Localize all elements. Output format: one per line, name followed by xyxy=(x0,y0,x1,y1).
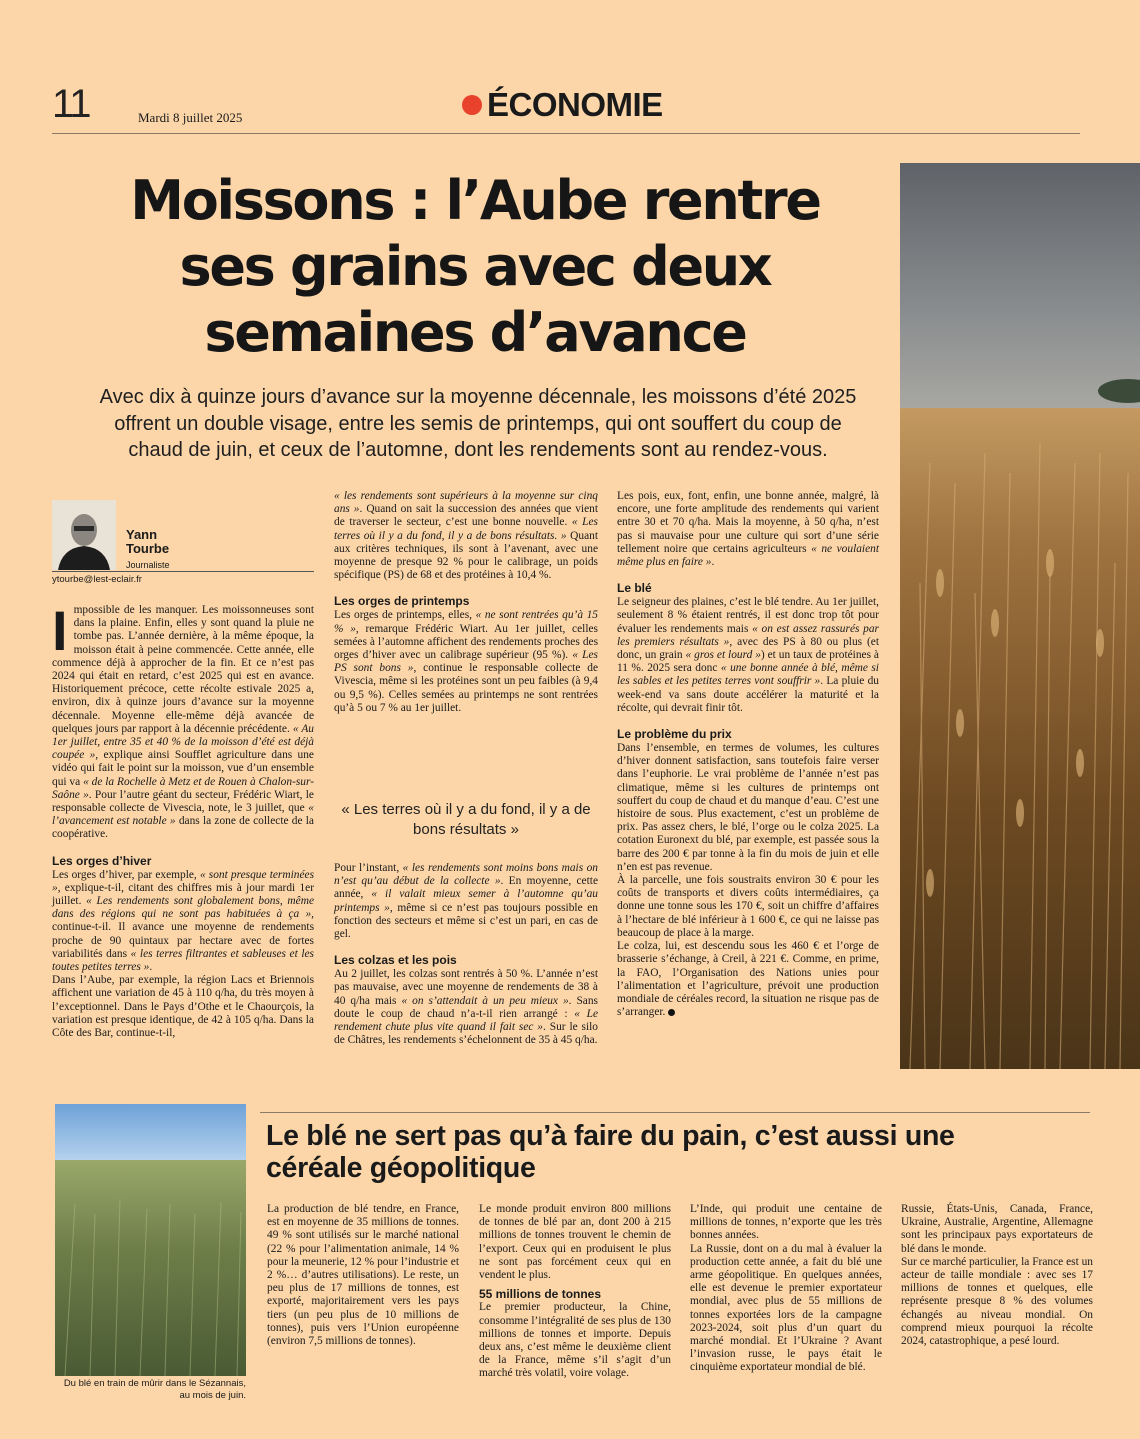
paragraph xyxy=(334,968,598,1047)
paragraph: La production de blé tendre, en France, est en moyenne de 35 millions de tonnes. 49 % sont utilisés sur le marché national (22 % pour l’alimentation animale, 14 % pour la meunerie, 12 % pour l’industrie et 2 %… d’autres utilisations). Le reste, un peu plus de 17 millions de tonnes, est exporté, majoritairement vers les pays tiers (un peu plus de 10 millions de tonnes), puis vers l’Union européenne (environ 7,5 millions de tonnes). xyxy=(267,1203,459,1348)
text: . En moyenne, cette année, xyxy=(334,875,599,901)
sidebar-column-3 xyxy=(690,1203,882,1375)
paragraph xyxy=(334,862,598,941)
issue-date: Mardi 8 juillet 2025 xyxy=(138,110,243,125)
wheat-photo xyxy=(55,1104,246,1376)
paragraph xyxy=(334,609,598,715)
subheading-colzas: Les colzas et les pois xyxy=(334,953,457,968)
pull-quote: « Les terres où il y a du fond, il y a de bons résultats » xyxy=(341,801,591,838)
text: . xyxy=(149,961,153,974)
quote: « de la Rochelle à Metz et de Rouen à Chalon-sur-Saône » xyxy=(52,775,314,801)
wheat-photo-image xyxy=(55,1104,246,1376)
paragraph: L’Inde, qui produit une centaine de millions de tonnes, n’exporte que les très bonnes années. xyxy=(690,1203,882,1242)
text: Le seigneur des plaines, c’est le blé tendre. Au 1er juillet, seulement 8 % étaient rentrés, il est donc trop tôt pour évaluer les rendements mais xyxy=(617,596,879,635)
text: Les orges de printemps, elles, xyxy=(334,609,473,622)
page-number: 11 xyxy=(52,82,90,126)
paragraph: Dans l’ensemble, en termes de volumes, les cultures d’hiver donnent satisfaction, sans toutefois faire verser dans l’euphorie. Le vrai problème de l’année n’est pas climatique, même si les cultures de printemps ont souffert du coup de chaud et du manque d’eau. C’est une histoire de sous. Plus exactement, c’est un problème de prix. Pas assez chers, le blé, l’orge ou le colza 2025. La cotation Euronext du blé, par exemple, est passée sous la barre des 200 € par tonne à la fin du mois de juin et elle n’en est pas revenue. xyxy=(617,742,879,873)
paragraph xyxy=(617,940,879,1019)
paragraph: Sur ce marché particulier, la France est un acteur de taille mondiale : avec ses 17 millions de tonnes et quelques, elle représente presque 8 % des volumes échangés au niveau mondial. On comprend mieux pourquoi la récolte 2024, catastrophique, a pesé lourd. xyxy=(901,1255,1093,1348)
text: Les orges d’hiver, par exemple, xyxy=(52,868,197,881)
author-portrait-image xyxy=(52,500,116,570)
text: Quant aux critères techniques, ils sont à l’avenant, avec une moyenne de presque 92 % pour le calibrage, un poids spécifique (PS) de 68 et des protéines à 10,4 %. xyxy=(334,529,598,582)
text: ) et un taux de protéines à 11 %. 2025 sera donc xyxy=(617,649,879,675)
quote: « Au 1er juillet, entre 35 et 40 % de la moisson d’été est déjà coupée » xyxy=(52,722,314,762)
sidebar-column-2 xyxy=(479,1203,671,1381)
subheading-prix: Le problème du prix xyxy=(617,727,732,742)
paragraph xyxy=(617,490,879,569)
quote: « gros et lourd » xyxy=(685,649,761,662)
text: , continue-t-il. Il avance une moyenne de rendements proche de 90 quintaux par hectare avec de fortes variabilités dans xyxy=(52,908,314,960)
text: , explique-t-il, citant des chiffres mis à jour mardi 1er juillet. xyxy=(52,881,314,908)
wheat-field-photo xyxy=(900,163,1140,1069)
text: , même si ce n’est pas toujours possible en fonction des secteurs et même si c’est un pari, en cas de gel. xyxy=(334,901,599,941)
text: , remarque Frédéric Wiart. Au 1er juillet, celles semées à l’automne affichent des rendements proches des orges d’hiver avec un calibrage supérieur (95 %). xyxy=(334,622,598,662)
text: , avec des PS à 80 ou plus (et donc, un grain xyxy=(617,635,880,662)
end-mark-icon xyxy=(668,1009,675,1016)
quote: « ne sont rentrées qu’à 15 % » xyxy=(334,609,598,635)
text: Au 2 juillet, les colzas sont rentrés à 50 %. L’année n’est pas mauvaise, avec une moyenne de rendements de 38 à 40 q/ha mais xyxy=(334,968,598,1007)
author-first-name: Yann xyxy=(126,527,158,542)
text: , explique ainsi Soufflet agriculture dans une vidéo qui fait le point sur la moisson, vue d’un ensemble qui va xyxy=(52,749,314,788)
quote: « ne voulaient même plus en faire » xyxy=(617,542,880,569)
author-last-name: Tourbe xyxy=(126,541,170,556)
paragraph: Russie, États-Unis, Canada, France, Ukraine, Australie, Argentine, Allemagne sont les principaux pays exportateurs de blé dans le monde. xyxy=(901,1203,1093,1255)
author-photo xyxy=(52,500,116,570)
subheading-55-millions: 55 millions de tonnes xyxy=(479,1287,602,1302)
sidebar-divider xyxy=(260,1112,1090,1113)
subheading-orges-printemps: Les orges de printemps xyxy=(334,594,470,609)
article-column-1 xyxy=(52,599,314,1040)
quote: « il valait mieux semer à l’automne qu’au printemps » xyxy=(334,888,598,914)
section-label: ÉCONOMIE xyxy=(487,86,663,123)
quote: « Le rendement chute plus vite quand il fait sec » xyxy=(334,1007,598,1034)
text: Pour l’instant, xyxy=(334,862,400,874)
text: Dans l’Aube, par exemple, la région Lacs et Briennois affichent une variation de 45 à 110 q/ha, du très moyen à l’exceptionnel. Dans le Pays d’Othe et le Chaourçois, la variation est presque identique, de 42 à 105 q/ha. Dans la Côte des Bar, continue-t-il, xyxy=(52,974,314,1040)
paragraph: Le monde produit environ 800 millions de tonnes de blé par an, dont 200 à 215 millions de tonnes trouvent le chemin de l’export. Ceux qui en produisent le plus ne sont pas forcément ceux qui en vendent le plus. xyxy=(479,1203,671,1282)
quote: « les terres filtrantes et sableuses et les toutes petites terres » xyxy=(52,947,314,974)
paragraph: À la parcelle, une fois soustraits environ 30 € pour les coûts de transports et divers coûts intermédiaires, ça donne une tonne sous les 170 €, soit un chiffre d’affaires à l’hectare de blé inférieur à 1 600 €, ce qui ne laisse pas beaucoup de place à la marge. xyxy=(617,874,879,939)
text: . La pluie du week-end va sans doute accélérer la maturité et la récolte, qui devrait finir tôt. xyxy=(617,675,879,714)
paragraph: La Russie, dont on a du mal à évaluer la production cette année, a fait du blé une arme géopolitique. En quelques années, elle est devenue le premier exportateur mondial, avec plus de 55 millions de tonnes exportées lors de la campagne 2023-2024, soit plus d’un quart du marché mondial. Et l’Ukraine ? Avant l’invasion russe, le pays était le cinquième exportateur mondial de blé. xyxy=(690,1242,882,1374)
section-header xyxy=(462,86,663,124)
text: Les pois, eux, font, enfin, une bonne année, malgré, là encore, une forte amplitude des rendements qui varient entre 30 et 70 q/ha. Mais la moyenne, à 50 q/ha, n’est pas si mauvaise pour une culture qui sort d’une série tellement noire que certains agriculteurs xyxy=(617,490,879,555)
article-lead: Avec dix à quinze jours d’avance sur la moyenne décennale, les moissons d’été 2025 offrent un double visage, entre les semis de printemps, qui ont souffert du coup de chaud de juin, et ceux de l’automne, dont les rendements sont au rendez-vous. xyxy=(99,386,857,461)
paragraph: Le premier producteur, la Chine, consomme l’intégralité de ses plus de 130 millions de tonnes et importe. Depuis deux ans, c’est même le deuxième client de la France, même s’il s’agit d’un marché très volatil, voire volage. xyxy=(479,1301,671,1380)
author-role: Journaliste xyxy=(126,560,170,570)
author-email[interactable]: ytourbe@lest-eclair.fr xyxy=(52,574,142,585)
text: . Sur le silo de Châtres, les rendements s’échelonnent de 35 à 45 q/ha. xyxy=(334,1021,598,1047)
text: . Sans doute le coup de chaud n’a-t-il rien arrangé : xyxy=(334,994,598,1020)
sidebar-title: Le blé ne sert pas qu’à faire du pain, c’est aussi une céréale géopolitique xyxy=(266,1120,955,1184)
text: . xyxy=(711,556,715,569)
quote: « Les terres où il y a du fond, il y a de bons résultats. » xyxy=(334,516,598,542)
quote: « une bonne année à blé, même si les sables et les petites terres vont souffrir » xyxy=(617,662,879,688)
photo-caption: Du blé en train de mûrir dans le Sézannais, au mois de juin. xyxy=(63,1378,246,1401)
quote: « on s’attendait à un peu mieux » xyxy=(401,994,569,1007)
article-column-2-lower xyxy=(334,862,598,1047)
section-dot-icon xyxy=(462,95,482,115)
author-name xyxy=(126,528,169,556)
dropcap: I xyxy=(52,599,68,662)
sidebar-column-4 xyxy=(901,1203,1093,1348)
quote: « Les PS sont bons » xyxy=(334,649,598,675)
quote: « on est assez rassurés par les premiers résultats » xyxy=(617,622,879,648)
text: , continue le responsable collecte de Vivescia, même si les protéines sont un peu faibles (à 9,4 ou 9,5 %). Celles semées au printemps ne sont rentrées qu’à 5 ou 7 % au 1er juillet. xyxy=(334,662,598,714)
article-title: Moissons : l’Aube rentre ses grains avec deux semaines d’avance xyxy=(130,169,820,364)
header-divider xyxy=(52,133,1080,134)
author-divider xyxy=(52,571,314,572)
paragraph xyxy=(52,869,314,975)
paragraph xyxy=(52,974,314,1040)
intro-paragraph xyxy=(52,599,314,842)
paragraph xyxy=(617,596,879,715)
text: . Quand on sait la succession des années que vient de traverser le secteur, c’est une bonne nouvelle. xyxy=(334,503,598,529)
intro-text: mpossible de les manquer. Les moissonneuses sont dans la plaine. Enfin, elles y sont quand la pluie ne tombe pas. L’année dernière, à la même époque, la moisson était à peine commencée. Cette année, elle commence déjà à approcher de la fin. Et ce n’est pas 2024 qui était en retard, c’est 2025 qui est en avance. Historiquement précoce, cette récolte estivale 2025 a, environ, dix à quinze jours d’avance sur la moyenne décennale. Moyenne elle-même déjà avancée de quelques jours par rapport à la décennie précédente. xyxy=(52,604,314,735)
text: Le colza, lui, est descendu sous les 460 € et l’orge de brasserie s’échange, à Creil, à 221 €. Comme, en prime, la FAO, l’Organisation des Nations unies pour l’alimentation et l’agriculture, prévoit une production mondiale de céréales record, la situation ne risque pas de s’arranger. xyxy=(617,940,879,1019)
article-column-2 xyxy=(334,490,598,715)
article-column-3 xyxy=(617,490,879,1019)
paragraph xyxy=(334,490,598,582)
text: dans la zone de collecte de la coopérative. xyxy=(52,815,314,841)
quote: « les rendements sont supérieurs à la moyenne sur cinq ans » xyxy=(334,490,598,516)
quote: « les rendements sont moins bons mais on n’est qu’au début de la collecte » xyxy=(334,862,599,888)
wheat-field-photo-image xyxy=(900,163,1140,1069)
quote: « Les rendements sont globalement bons, même dans des régions qui ne sont pas habituées à ça » xyxy=(52,895,314,921)
subheading-ble: Le blé xyxy=(617,581,652,596)
subheading-orges-hiver: Les orges d’hiver xyxy=(52,853,152,868)
sidebar-column-1 xyxy=(267,1203,459,1348)
text: . Pour l’autre géant du secteur, Frédéric Wiart, le responsable collecte de Vivescia, note, le 3 juillet, que xyxy=(52,788,314,815)
quote: « l’avancement est notable » xyxy=(52,802,314,828)
quote: « sont presque terminées » xyxy=(52,868,314,894)
